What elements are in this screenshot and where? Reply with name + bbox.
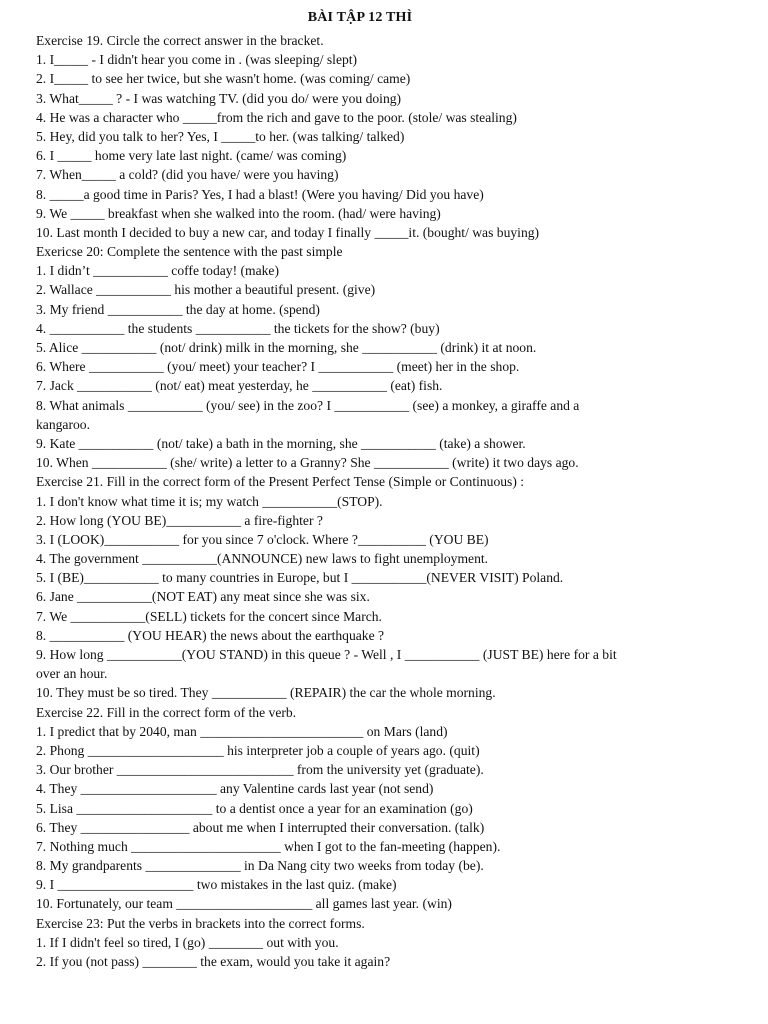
text-line: 1. I predict that by 2040, man ________________________ on Mars (land) [36, 723, 448, 739]
text-line: 2. Wallace ___________ his mother a beautiful present. (give) [36, 282, 376, 298]
text-line: 4. The government ___________(ANNOUNCE) new laws to fight unemployment. [36, 551, 489, 567]
text-line: 4. They ____________________ any Valentine cards last year (not send) [36, 781, 434, 797]
text-line: 8. _____a good time in Paris? Yes, I had a blast! (Were you having/ Did you have) [36, 186, 484, 202]
text-line: 9. I ____________________ two mistakes in the last quiz. (make) [36, 877, 397, 893]
text-line: Exercise 21. Fill in the correct form of the Present Perfect Tense (Simple or Continuous) : [36, 474, 525, 490]
text-line: 2. I_____ to see her twice, but she wasn't home. (was coming/ came) [36, 71, 411, 87]
text-line: 3. What_____ ? - I was watching TV. (did you do/ were you doing) [36, 90, 402, 106]
text-line: 1. I_____ - I didn't hear you come in . (was sleeping/ slept) [36, 52, 358, 68]
text-line: 5. Hey, did you talk to her? Yes, I _____to her. (was talking/ talked) [36, 128, 405, 144]
text-line: 6. They ________________ about me when I interrupted their conversation. (talk) [36, 819, 485, 835]
text-line: 1. If I didn't feel so tired, I (go) ________ out with you. [36, 934, 339, 950]
worksheet-title: BÀI TẬP 12 THÌ [307, 10, 413, 25]
worksheet-content [36, 31, 726, 971]
text-line: 2. How long (YOU BE)___________ a fire-fighter ? [36, 512, 323, 528]
text-line: 8. ___________ (YOU HEAR) the news about the earthquake ? [36, 627, 385, 643]
text-line: 4. ___________ the students ___________ the tickets for the show? (buy) [36, 320, 440, 336]
text-line: Exercise 22. Fill in the correct form of the verb. [36, 704, 297, 720]
text-line: 10. They must be so tired. They ___________ (REPAIR) the car the whole morning. [36, 685, 496, 701]
text-line: 5. I (BE)___________ to many countries in Europe, but I ___________(NEVER VISIT) Poland. [36, 570, 564, 586]
text-line: over an hour. [36, 666, 108, 682]
text-line: 7. We ___________(SELL) tickets for the concert since March. [36, 608, 382, 624]
text-line: 1. I don't know what time it is; my watch ___________(STOP). [36, 493, 383, 509]
text-line: 1. I didn’t ___________ coffe today! (make) [36, 263, 279, 279]
text-line: 6. I _____ home very late last night. (came/ was coming) [36, 148, 347, 164]
text-line: 3. Our brother __________________________ from the university yet (graduate). [36, 762, 484, 778]
text-line: Exercise 23: Put the verbs in brackets into the correct forms. [36, 915, 365, 931]
text-line: 9. We _____ breakfast when she walked into the room. (had/ were having) [36, 205, 441, 221]
text-line: 2. Phong ____________________ his interpreter job a couple of years ago. (quit) [36, 742, 480, 758]
text-line: Exericse 20: Complete the sentence with the past simple [36, 244, 343, 260]
text-line: 6. Jane ___________(NOT EAT) any meat since she was six. [36, 589, 370, 605]
text-line: 3. I (LOOK)___________ for you since 7 o'clock. Where ?__________ (YOU BE) [36, 531, 489, 547]
text-line: 9. Kate ___________ (not/ take) a bath in the morning, she ___________ (take) a shower. [36, 435, 526, 451]
text-line: 8. My grandparents ______________ in Da Nang city two weeks from today (be). [36, 858, 484, 874]
text-line: 8. What animals ___________ (you/ see) in the zoo? I ___________ (see) a monkey, a giraffe and a [36, 397, 580, 413]
text-line: 7. When_____ a cold? (did you have/ were you having) [36, 167, 339, 183]
text-line: 7. Nothing much ______________________ when I got to the fan-meeting (happen). [36, 838, 501, 854]
text-line: 9. How long ___________(YOU STAND) in this queue ? - Well , I ___________ (JUST BE) here for a bit [36, 647, 617, 662]
text-line: 10. Last month I decided to buy a new car, and today I finally _____it. (bought/ was buying) [36, 224, 540, 240]
text-line: 4. He was a character who _____from the rich and gave to the poor. (stole/ was stealing) [36, 109, 517, 125]
text-line: kangaroo. [36, 416, 90, 432]
text-line: 3. My friend ___________ the day at home. (spend) [36, 301, 320, 317]
text-line: 10. Fortunately, our team ____________________ all games last year. (win) [36, 896, 452, 912]
text-line: 2. If you (not pass) ________ the exam, would you take it again? [36, 954, 391, 969]
text-line: 7. Jack ___________ (not/ eat) meat yesterday, he ___________ (eat) fish. [36, 378, 443, 394]
text-line: Exercise 19. Circle the correct answer in the bracket. [36, 33, 324, 48]
text-line: 6. Where ___________ (you/ meet) your teacher? I ___________ (meet) her in the shop. [36, 359, 520, 375]
text-line: 5. Lisa ____________________ to a dentist once a year for an examination (go) [36, 800, 473, 816]
text-line: 10. When ___________ (she/ write) a letter to a Granny? She ___________ (write) it two days ago. [36, 455, 579, 471]
text-line: 5. Alice ___________ (not/ drink) milk in the morning, she ___________ (drink) it at noon. [36, 340, 537, 355]
